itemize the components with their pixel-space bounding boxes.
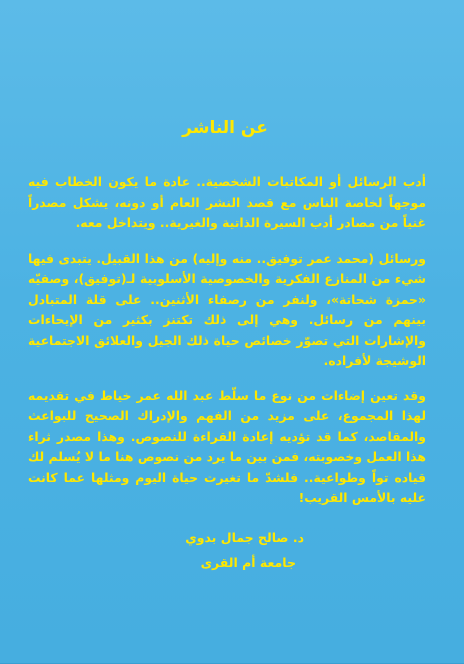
section-title: عن الناشر	[182, 118, 268, 138]
publisher-note	[28, 118, 426, 523]
paragraph-introduction-notes: وقد تعين إضاءات من نوع ما سلّط عبد الله عمر خياط في تقديمه لهذا المجموع، على مزيد من الفهم والإدراك الصحيح للبواعث والمقاصد، كما قد تؤديه إعادة القراءة للنصوص. وهذا مصدر ثراء هذا العمل وخصوبته، فمن بين ما يرد من نصوص هنا ما لا يُسلم لك قياده تواً وطواعية.. فلشدّ ما تغيرت حياة اليوم ومثلها عما كانت عليه بالأمس القريب!	[28, 387, 426, 505]
paragraph-letters: ورسائل (محمد عمر توفيق.. منه وإليه) من هذا القبيل. يتبدى فيها شيء من المنازع الفكرية والخصوصية الأسلوبية لـ(توفيق)، وصفيّه «حمزة شحاتة»، ولنفر من رصفاء الأثنين.. على قلة المتبادل بينهم من رسائل. وهي إلى ذلك تكتنز بكثير من الإيحاءات والإشارات التي تصوّر خصائص حياة ذلك الجيل والعلائق الاجتماعية الوشيجة لأفراده.	[28, 250, 426, 368]
paragraph-intro: أدب الرسائل أو المكاتبات الشخصية.. عادة ما يكون الخطاب فيه موجهاً لخاصة الناس مع قصد النشر العام أو دونه، يشكل مصدراً غنياً من مصادر أدب السيرة الذاتية والغيرية.. ويتداخل معه.	[28, 174, 426, 230]
signature-name: د. صالح جمال بدوي	[185, 530, 304, 545]
author-signature	[185, 525, 304, 575]
signature-affiliation: جامعة أم القرى	[200, 555, 296, 570]
